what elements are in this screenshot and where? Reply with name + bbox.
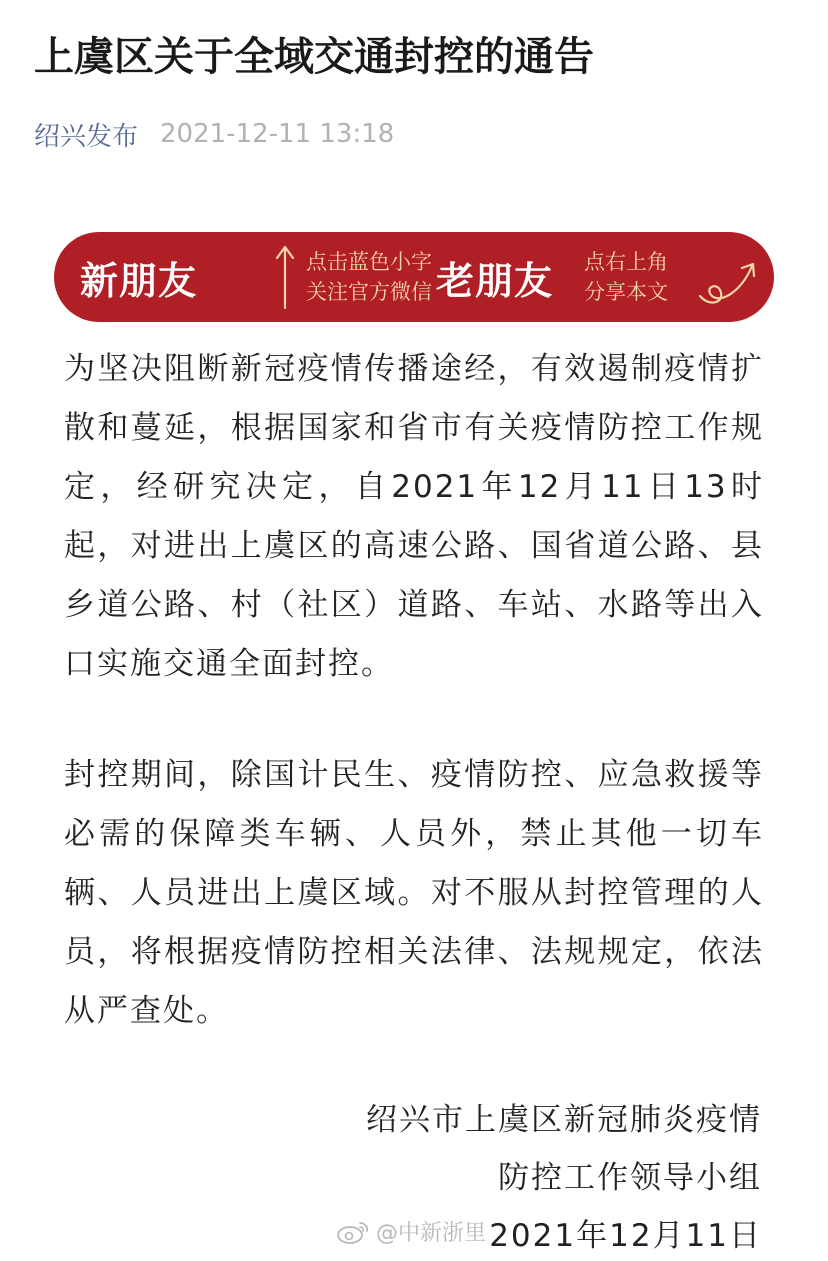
old-hint-line2: 分享本文: [584, 280, 668, 304]
publish-time: 2021-12-11 13:18: [160, 119, 395, 149]
follow-share-banner: [54, 232, 774, 322]
signature-date: 2021年12月11日: [489, 1218, 762, 1254]
watermark-text: @中新浙里: [376, 1221, 487, 1246]
notice-paragraph-1: 为坚决阻断新冠疫情传播途经，有效遏制疫情扩散和蔓延，根据国家和省市有关疫情防控工作规定，经研究决定，自2021年12月11日13时起，对进出上虞区的高速公路、国省道公路、县乡道公路、村（社区）道路、车站、水路等出入口实施交通全面封控。: [64, 351, 764, 682]
article-meta: [34, 114, 394, 154]
old-friend-label: 老朋友: [436, 259, 554, 303]
curly-arrow-icon: [696, 246, 762, 310]
new-friend-label: 新朋友: [80, 259, 198, 303]
weibo-watermark: [336, 1216, 486, 1247]
arrow-up-icon: [274, 244, 296, 310]
account-name-link[interactable]: 绍兴发布: [34, 121, 139, 152]
weibo-icon: [336, 1219, 370, 1245]
article-title: 上虞区关于全域交通封控的通告: [34, 34, 594, 80]
signature-org-line1: 绍兴市上虞区新冠肺炎疫情: [366, 1102, 762, 1138]
notice-paragraph-2: 封控期间，除国计民生、疫情防控、应急救援等必需的保障类车辆、人员外，禁止其他一切车辆、人员进出上虞区域。对不服从封控管理的人员，将根据疫情防控相关法律、法规规定，依法从严查处。: [64, 757, 764, 1029]
new-hint-line1: 点击蓝色小字: [306, 250, 432, 274]
new-friend-hint: [306, 247, 432, 307]
signature-org-line2: 防控工作领导小组: [498, 1160, 762, 1196]
old-hint-line1: 点右上角: [584, 250, 668, 274]
new-hint-line2: 关注官方微信: [306, 280, 432, 304]
old-friend-hint: [584, 247, 668, 307]
